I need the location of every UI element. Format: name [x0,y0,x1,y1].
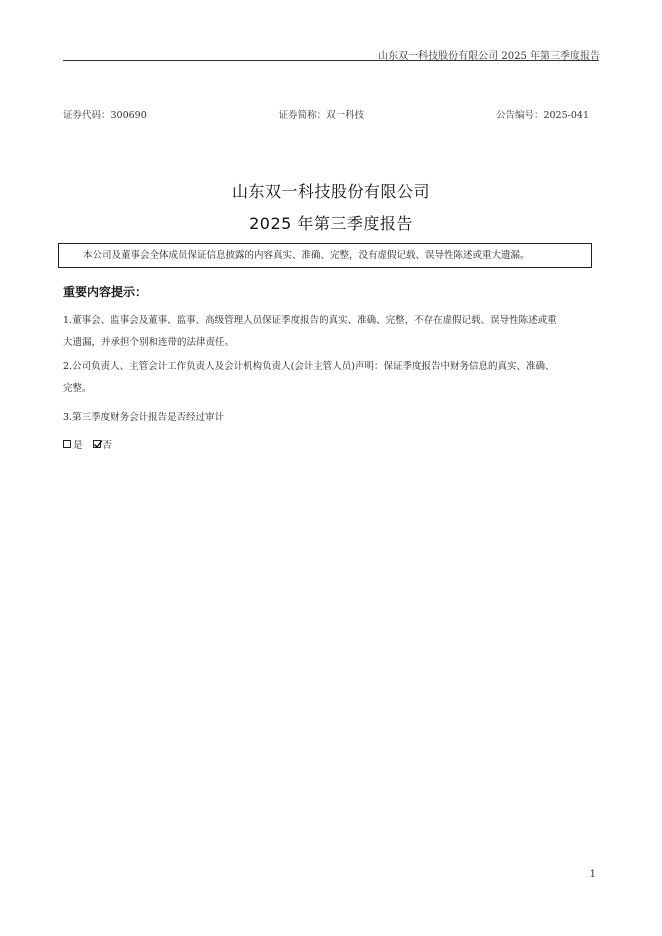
header-divider [63,60,599,61]
audit-checkbox-row [63,437,112,451]
notice-item-3-line-1: 3.第三季度财务会计报告是否经过审计 [63,412,225,423]
disclosure-notice-text: 本公司及董事会全体成员保证信息披露的内容真实、准确、完整，没有虚假记载、误导性陈述或重大遗漏。 [83,250,530,261]
disclosure-notice-box [58,243,592,268]
notice-item-2 [63,356,593,400]
notice-item-1 [63,310,593,354]
audit-no-label: 否 [102,440,113,451]
notice-item-2-line-1: 2.公司负责人、主管会计工作负责人及会计机构负责人(会计主管人员)声明：保证季度报告中财务信息的真实、准确、 [63,361,555,372]
notice-item-2-line-2: 完整。 [63,383,92,394]
company-title: 山东双一科技股份有限公司 [231,182,430,201]
stock-code: 证券代码：300690 [63,110,147,121]
announcement-number: 公告编号：2025-041 [495,110,589,121]
running-header: 山东双一科技股份有限公司 2025 年第三季度报告 [378,51,600,62]
meta-row [63,107,589,121]
audit-yes-checkbox[interactable] [63,440,71,448]
stock-abbreviation: 证券简称：双一科技 [278,110,365,121]
notice-item-3 [63,407,593,429]
notice-item-1-line-2: 大遗漏，并承担个别和连带的法律责任。 [63,337,235,348]
notice-item-1-line-1: 1.董事会、监事会及董事、监事、高级管理人员保证季度报告的真实、准确、完整，不存在虚假记载、误导性陈述或重 [63,315,557,326]
audit-yes-label: 是 [73,440,83,451]
page-number: 1 [589,869,596,880]
section-title: 重要内容提示： [63,285,148,299]
report-title: 2025 年第三季度报告 [249,214,413,233]
audit-no-checkbox[interactable] [93,440,101,448]
checkmark-icon [93,439,103,449]
